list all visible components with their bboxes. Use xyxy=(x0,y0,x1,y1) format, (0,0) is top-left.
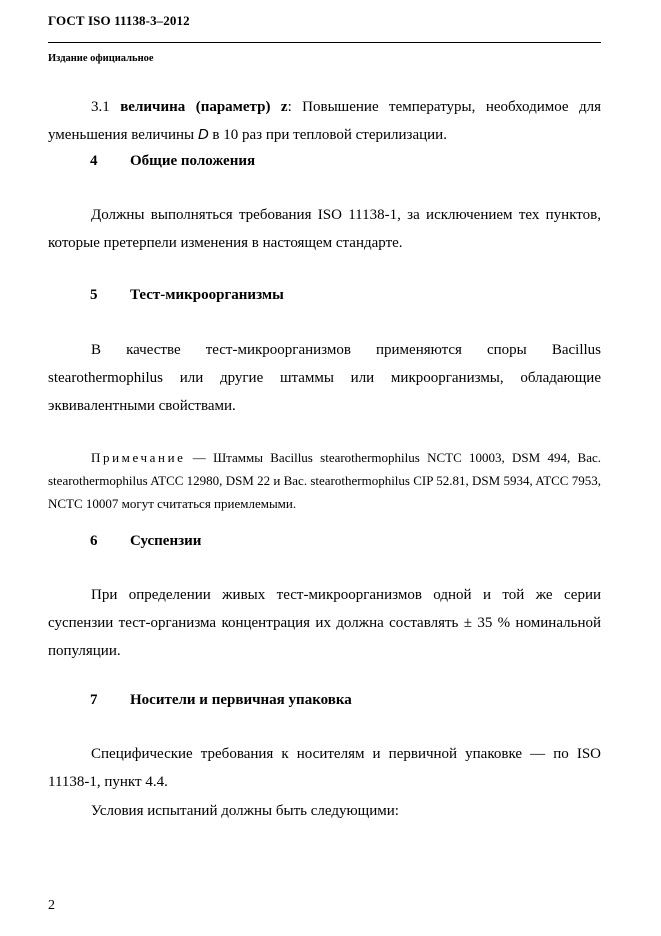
section-6-text: При определении живых тест-микроорганизмов одной и той же серии суспензии тест-организма концентрация их должна составлять ± 35 % номинальной популяции. xyxy=(48,587,601,659)
section-title: Носители и первичная упаковка xyxy=(130,692,352,708)
term-definition xyxy=(48,93,601,149)
section-4-text: Должны выполняться требования ISO 11138-1, за исключением тех пунктов, которые претерпели изменения в настоящем стандарте. xyxy=(48,207,601,251)
section-7-text: Специфические требования к носителям и первичной упаковке — по ISO 11138-1, пункт 4.4. xyxy=(48,746,601,790)
section-number: 6 xyxy=(90,533,98,549)
section-5-text: В качестве тест-микроорганизмов применяются споры Bacillus stearothermophilus или другие штаммы или микроорганизмы, обладающие эквивалентными свойствами. xyxy=(48,342,601,414)
note-label: Примечание xyxy=(91,450,186,465)
term-text-b: в 10 раз при тепловой стерилизации. xyxy=(212,127,447,143)
document-standard-title: ГОСТ ISO 11138-3–2012 xyxy=(48,13,190,28)
section-title: Общие положения xyxy=(130,153,256,169)
header-divider xyxy=(48,42,601,43)
term-d-symbol: D xyxy=(197,126,209,143)
term-name: величина (параметр) xyxy=(120,99,271,115)
section-5-note xyxy=(48,446,601,515)
section-number: 5 xyxy=(90,287,98,303)
section-5-heading xyxy=(90,287,284,304)
edition-label: Издание официальное xyxy=(48,53,154,64)
section-6-heading xyxy=(90,533,201,550)
term-text-a: : Повышение температуры, необходимое для уменьшения величины xyxy=(48,99,602,143)
note-text: — Штаммы Bacillus stearothermophilus NCTC 10003, DSM 494, Bac. stearothermophilus ATCC 12980, DSM 22 и Bac. stearothermophilus CIP 52.81, DSM 5934, ATCC 7953, NCTC 10007 могут считаться приемлемыми. xyxy=(48,450,601,511)
section-7-text-2: Условия испытаний должны быть следующими: xyxy=(91,803,399,819)
section-title: Суспензии xyxy=(130,533,202,549)
section-number: 4 xyxy=(90,153,98,169)
term-symbol: z xyxy=(280,99,288,115)
section-title: Тест-микроорганизмы xyxy=(130,287,284,303)
section-number: 7 xyxy=(90,692,98,708)
page-number: 2 xyxy=(48,898,55,913)
term-number: 3.1 xyxy=(91,99,110,115)
section-4-heading xyxy=(90,153,255,170)
section-7-heading xyxy=(90,692,352,709)
